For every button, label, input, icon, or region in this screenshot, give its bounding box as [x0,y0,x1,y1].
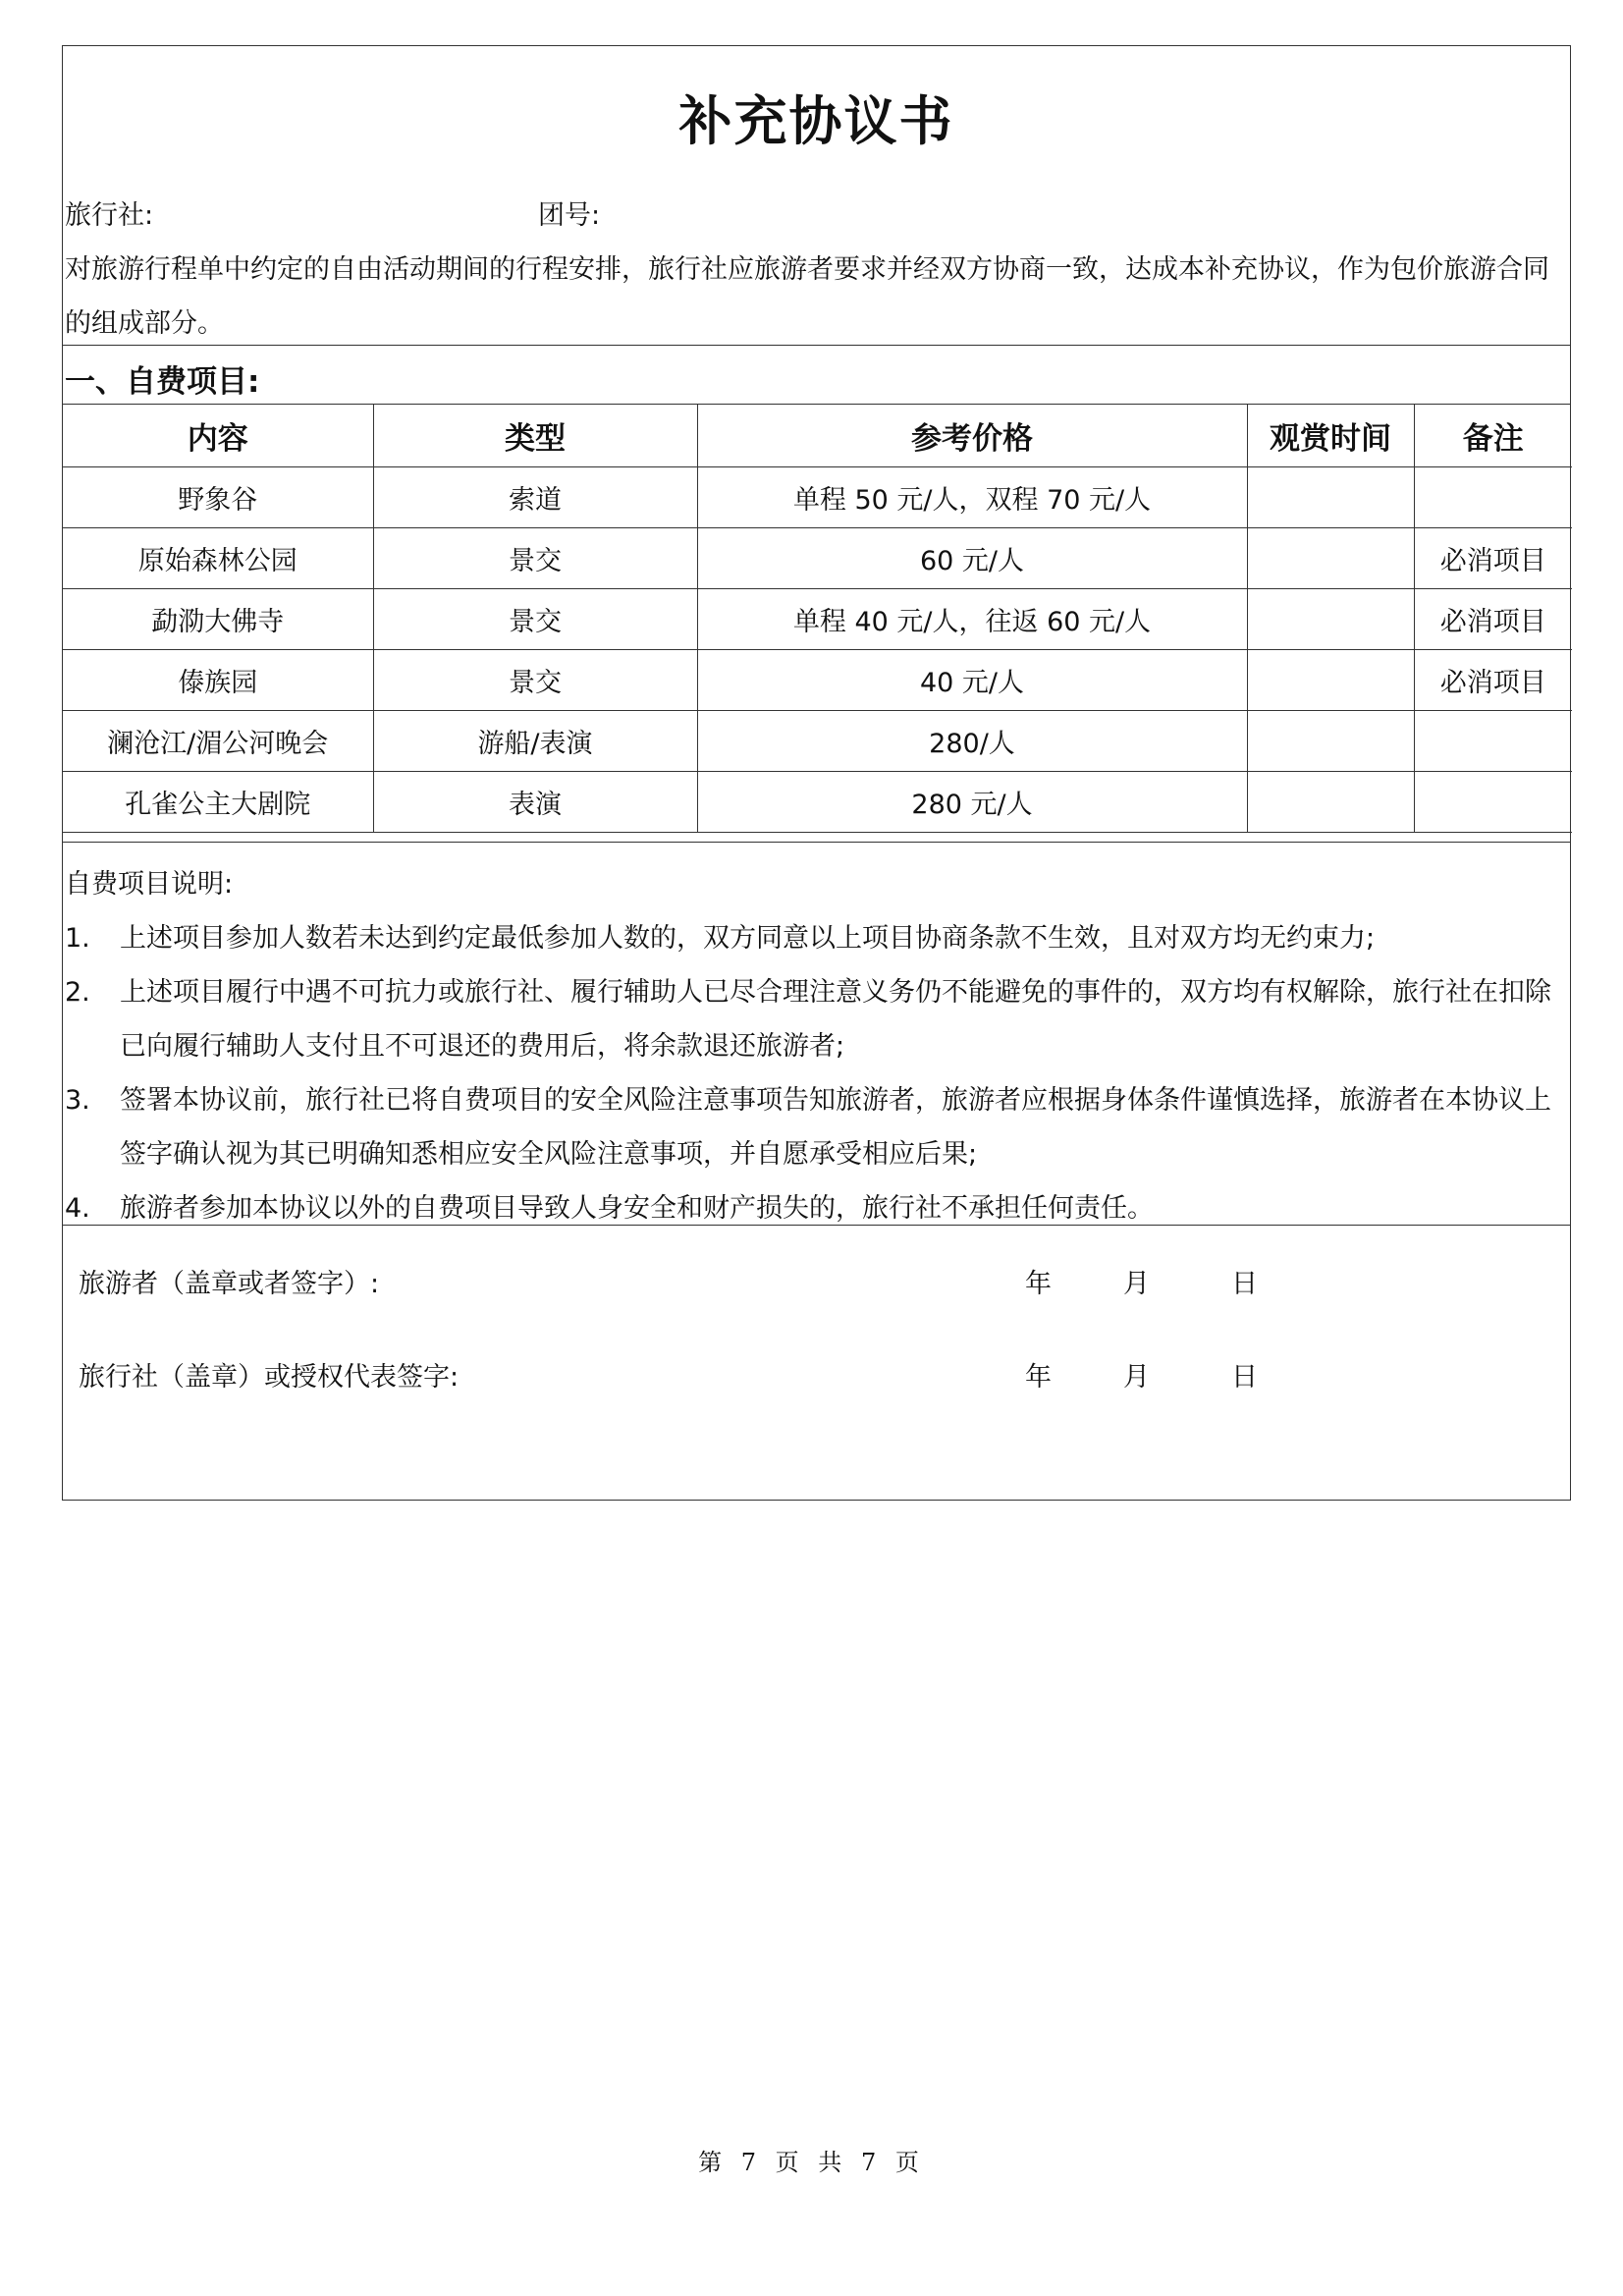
note-item [63,1073,1570,1181]
note-number: 2. [65,977,90,1008]
cell-time [1247,589,1414,650]
cell-remark [1414,467,1572,528]
note-text: 上述项目参加人数若未达到约定最低参加人数的，双方同意以上项目协商条款不生效，且对双方均无约束力; [120,923,1376,954]
col-header-time: 观赏时间 [1247,405,1414,467]
cell-price: 280/人 [697,711,1247,772]
cell-content: 澜沧江/湄公河晚会 [63,711,373,772]
page-number-footer: 第 7 页 共 7 页 [698,2149,925,2176]
table-row [63,711,1572,772]
agreement-frame [62,45,1571,1501]
cell-price: 40 元/人 [697,650,1247,711]
agency-signature-row [79,1355,1551,1394]
tourist-signature-label: 旅游者（盖章或者签字）: [79,1269,380,1299]
cell-remark [1414,711,1572,772]
note-text: 签署本协议前，旅行社已将自费项目的安全风险注意事项告知旅游者，旅游者应根据身体条件谨慎选择，旅游者在本协议上签字确认视为其已明确知悉相应安全风险注意事项，并自愿承受相应后果; [120,1085,1551,1170]
table-header-row [63,405,1572,467]
day-label: 日 [1231,1269,1258,1299]
cell-content: 傣族园 [63,650,373,711]
note-text: 上述项目履行中遇不可抗力或旅行社、履行辅助人已尽合理注意义务仍不能避免的事件的，双方均有权解除，旅行社在扣除已向履行辅助人支付且不可退还的费用后，将余款退还旅游者; [120,977,1551,1062]
cell-type: 景交 [373,650,697,711]
meta-row [63,193,1570,233]
section-heading: 一、自费项目: [65,364,260,400]
fee-items-table [63,405,1572,833]
tourist-signature-row [79,1262,1551,1301]
document-title: 补充协议书 [678,90,954,152]
cell-type: 游船/表演 [373,711,697,772]
day-label: 日 [1231,1362,1258,1393]
year-label: 年 [1025,1362,1052,1393]
cell-type: 景交 [373,528,697,589]
cell-type: 表演 [373,772,697,833]
col-header-remark: 备注 [1414,405,1572,467]
cell-time [1247,528,1414,589]
table-row [63,772,1572,833]
month-label: 月 [1123,1362,1150,1393]
cell-remark: 必消项目 [1414,589,1572,650]
cell-remark: 必消项目 [1414,650,1572,711]
table-row [63,589,1572,650]
cell-time [1247,772,1414,833]
year-label: 年 [1025,1269,1052,1299]
cell-type: 索道 [373,467,697,528]
cell-content: 原始森林公园 [63,528,373,589]
cell-time [1247,711,1414,772]
cell-time [1247,650,1414,711]
table-row [63,528,1572,589]
intro-paragraph: 对旅游行程单中约定的自由活动期间的行程安排，旅行社应旅游者要求并经双方协商一致，达成本补充协议，作为包价旅游合同的组成部分。 [65,254,1549,339]
agency-label: 旅行社: [65,200,154,231]
col-header-type: 类型 [373,405,697,467]
col-header-content: 内容 [63,405,373,467]
divider [63,1225,1570,1226]
divider [63,842,1570,843]
note-number: 4. [65,1193,90,1224]
table-row [63,467,1572,528]
cell-remark [1414,772,1572,833]
cell-price: 280 元/人 [697,772,1247,833]
cell-type: 景交 [373,589,697,650]
cell-remark: 必消项目 [1414,528,1572,589]
note-item [63,1181,1570,1235]
cell-time [1247,467,1414,528]
note-text: 旅游者参加本协议以外的自费项目导致人身安全和财产损失的，旅行社不承担任何责任。 [120,1193,1154,1224]
cell-content: 孔雀公主大剧院 [63,772,373,833]
note-number: 1. [65,923,90,954]
group-number-label: 团号: [538,200,601,231]
table-row [63,650,1572,711]
cell-price: 单程 40 元/人，往返 60 元/人 [697,589,1247,650]
note-number: 3. [65,1085,90,1116]
cell-content: 勐泐大佛寺 [63,589,373,650]
cell-price: 60 元/人 [697,528,1247,589]
notes-section [63,857,1570,1235]
agency-signature-label: 旅行社（盖章）或授权代表签字: [79,1362,460,1393]
notes-title: 自费项目说明: [65,869,234,900]
col-header-price: 参考价格 [697,405,1247,467]
divider [63,345,1570,346]
note-item [63,911,1570,965]
cell-content: 野象谷 [63,467,373,528]
note-item [63,965,1570,1073]
cell-price: 单程 50 元/人，双程 70 元/人 [697,467,1247,528]
month-label: 月 [1123,1269,1150,1299]
